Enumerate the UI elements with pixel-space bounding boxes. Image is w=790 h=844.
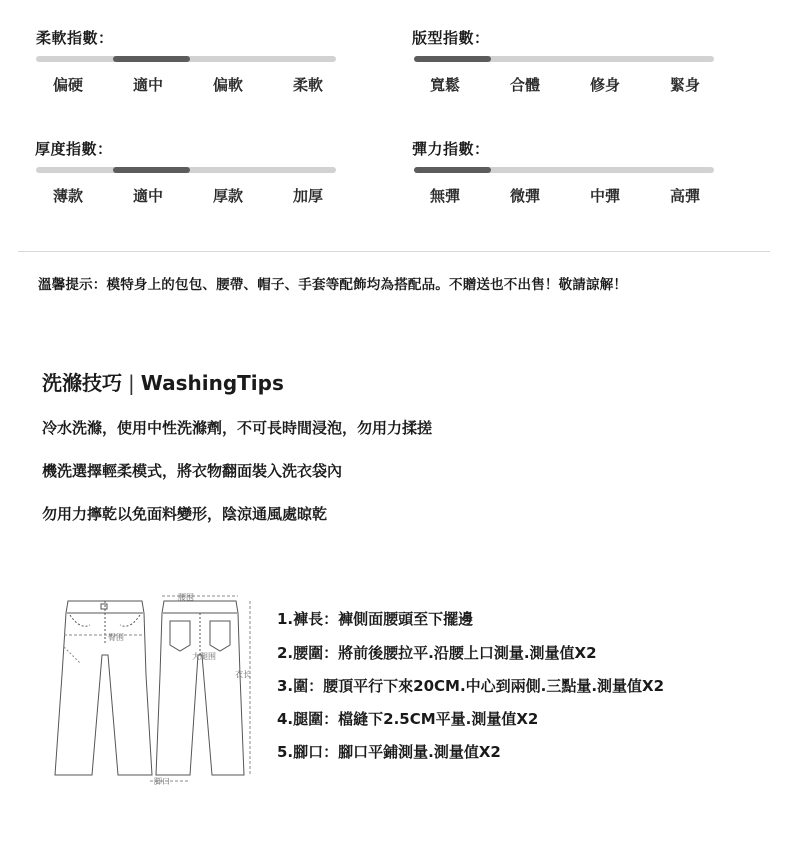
fit-option-1: 寬鬆 [429,76,460,94]
thickness-index-title: 厚度指數： [35,140,113,158]
washing-title-cn: 洗滌技巧 [42,371,122,395]
washing-title-en: WashingTips [140,371,284,395]
softness-option-3: 偏軟 [212,76,243,94]
stretch-index-track [414,167,714,173]
thickness-index-marker [113,167,190,173]
washing-tip-2: 機洗選擇輕柔模式，將衣物翻面裝入洗衣袋內 [42,462,343,480]
pants-back-view [156,601,244,775]
measurement-4: 4.腿圍：檔縫下2.5CM平量.測量值X2 [277,710,539,728]
thickness-option-4: 加厚 [292,187,323,205]
pants-front-view [55,601,152,775]
stretch-option-2: 微彈 [509,187,540,205]
fit-index-track [414,56,714,62]
fit-option-2: 合體 [509,76,540,94]
washing-title-separator: | [128,371,135,395]
stretch-option-4: 高彈 [669,187,700,205]
hem-label: 脚口 [154,777,170,786]
fit-option-3: 修身 [589,76,620,94]
stretch-option-3: 中彈 [589,187,620,205]
accessory-notice: 溫馨提示：模特身上的包包、腰帶、帽子、手套等配飾均為搭配品。不贈送也不出售！敬請諒解！ [38,277,628,293]
fit-index-marker [414,56,491,62]
hip-label: 臀围 [108,633,124,642]
stretch-index-title: 彈力指數： [412,140,490,158]
pants-measurement-diagram [40,585,260,795]
fit-index [395,0,790,110]
thickness-option-1: 薄款 [52,187,83,205]
fit-index-title: 版型指數： [412,29,490,47]
measurement-3: 3.圍：腰頂平行下來20CM.中心到兩側.三點量.測量值X2 [277,677,665,695]
thigh-label: 大腿围 [192,652,216,661]
stretch-option-1: 無彈 [429,187,460,205]
fit-option-4: 緊身 [669,76,700,94]
washing-tip-3: 勿用力擰乾以免面料變形，陰涼通風處晾乾 [42,505,328,523]
softness-index-title: 柔軟指數： [36,29,114,47]
softness-index-track [36,56,336,62]
softness-option-1: 偏硬 [52,76,83,94]
washing-tip-1: 冷水洗滌，使用中性洗滌劑，不可長時間浸泡，勿用力揉搓 [42,419,433,437]
length-label: 衣长 [235,670,251,679]
thickness-option-3: 厚款 [212,187,243,205]
measurement-2: 2.腰圍：將前後腰拉平.沿腰上口測量.測量值X2 [277,644,597,662]
softness-option-2: 適中 [132,76,163,94]
stretch-index [395,110,790,220]
measurement-1: 1.褲長：褲側面腰頭至下擺邊 [277,610,474,628]
thickness-index [0,110,395,220]
stretch-index-marker [414,167,491,173]
softness-index [0,0,395,110]
washing-tips-heading [42,367,284,396]
thickness-option-2: 適中 [132,187,163,205]
softness-index-marker [113,56,190,62]
section-divider [18,251,770,252]
waist-label: 腰围 [178,593,194,602]
measurement-5: 5.腳口：腳口平鋪測量.測量值X2 [277,743,501,761]
thickness-index-track [36,167,336,173]
thigh-measure-line [64,647,80,663]
softness-option-4: 柔軟 [292,76,323,94]
